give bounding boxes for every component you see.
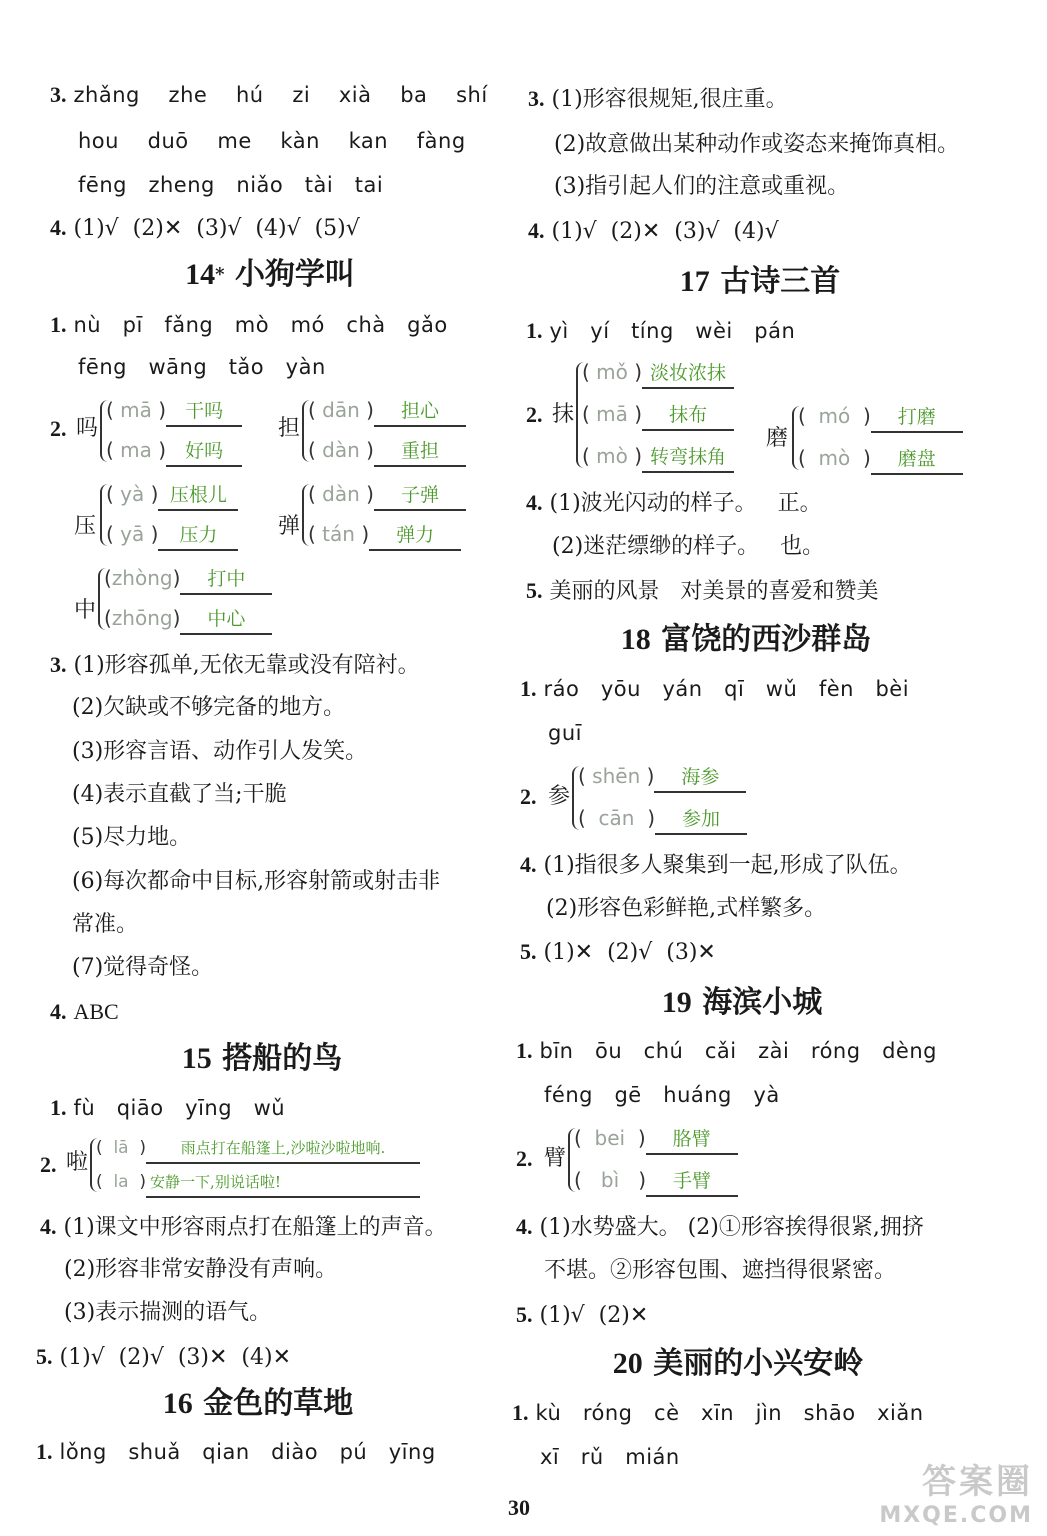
reading-row: ( cān ) 参加 [578, 804, 747, 835]
answer-text: ABC [73, 999, 119, 1024]
s17-q4-line1 [526, 488, 822, 519]
answer-word: 好吗 [166, 437, 242, 467]
left-q3-line3: fēng zheng niǎo tài tai [78, 173, 384, 197]
answer-sentence: 雨点打在船篷上,沙啦沙啦地响. [146, 1134, 420, 1164]
lesson-name: 金色的草地 [203, 1386, 354, 1421]
answer-word: 压根儿 [158, 481, 238, 511]
s14-q3-line5: (5)尽力地。 [72, 825, 192, 850]
reading-pinyin: mǒ [596, 360, 628, 384]
s18-q1-line1 [520, 674, 909, 705]
answer-text: (1)√ (2)√ (3)✕ (4)✕ [59, 1345, 292, 1370]
question-number: 4. [50, 215, 67, 240]
s16-q1-line1 [36, 1437, 436, 1468]
polyphone-char: 磨 [766, 426, 789, 451]
reading-pinyin: bì [600, 1168, 620, 1192]
answer-word: 重担 [374, 437, 466, 467]
answer-word: 参加 [655, 805, 747, 835]
question-number: 3. [50, 652, 67, 677]
answer-sentence: 安静一下,别说话啦! [146, 1168, 420, 1198]
watermark-line1: 答案圈 [922, 1462, 1033, 1502]
section-title-20 [508, 1344, 968, 1384]
lesson-name: 海滨小城 [702, 985, 823, 1020]
answer-word: 海参 [654, 763, 746, 793]
answer-text: (1)√ (2)✕ (3)√ (4)√ [551, 219, 779, 244]
right-q3-line3: (3)指引起人们的注意或重视。 [554, 174, 850, 199]
answer-word: 打中 [180, 565, 272, 595]
answer-word: 打磨 [871, 403, 963, 433]
answer-text: (1)形容很规矩,很庄重。 [551, 87, 788, 112]
answer-word: 压力 [158, 521, 238, 551]
s18-q5-line [520, 937, 716, 968]
reading-pinyin: zhōng [111, 606, 173, 630]
answer-word: 担心 [374, 397, 466, 427]
s17-q5-line [526, 576, 878, 607]
lesson-name: 美丽的小兴安岭 [653, 1346, 864, 1381]
s14-q3-line7: (7)觉得奇怪。 [72, 955, 214, 980]
reading-pinyin: shēn [592, 764, 641, 788]
star-mark: * [215, 264, 225, 285]
s15-q1-line1 [50, 1093, 285, 1124]
reading-pinyin: mā [596, 402, 628, 426]
watermark-logo [879, 1454, 1033, 1528]
lesson-number: 18 [620, 623, 651, 656]
reading-pinyin: mò [596, 444, 628, 468]
question-number: 4. [520, 852, 537, 877]
lesson-name: 富饶的西沙群岛 [661, 622, 872, 657]
answer-text: (1)波光闪动的样子。 正。 [549, 491, 822, 516]
s18-q4-line2: (2)形容色彩鲜艳,式样繁多。 [546, 896, 827, 921]
question-number: 1. [50, 1095, 67, 1120]
lesson-name: 搭船的鸟 [222, 1041, 343, 1076]
pinyin-text: ráo yōu yán qī wǔ fèn bèi [543, 677, 910, 701]
s17-q1-line1 [526, 316, 795, 347]
answer-word: 胳臂 [646, 1125, 738, 1155]
s14-q3-line3: (3)形容言语、动作引人发笑。 [72, 739, 368, 764]
s14-q2-number: 2. [50, 416, 67, 441]
s18-q1-line2: guī [548, 721, 582, 745]
s14-q4-line [50, 997, 119, 1028]
lesson-number: 15 [181, 1042, 212, 1075]
answer-word: 磨盘 [871, 445, 963, 475]
question-number: 3. [528, 86, 545, 111]
answer-word: 子弹 [374, 481, 466, 511]
reading-pinyin: mó [818, 404, 851, 428]
page-number: 30 [508, 1495, 530, 1520]
s18-q2-number: 2. [520, 784, 537, 809]
s20-q1-line2: xī rǔ mián [540, 1445, 680, 1469]
reading-row: ( mā ) 抹布 [582, 400, 734, 431]
question-number: 3. [50, 82, 67, 107]
pinyin-text: yì yí tíng wèi pán [549, 319, 796, 343]
answer-word: 中心 [180, 605, 272, 635]
s14-q1-line2: fēng wāng tǎo yàn [78, 355, 326, 379]
reading-row: (zhòng) 打中 [104, 564, 272, 595]
reading-row: ( mó ) 打磨 [798, 402, 963, 433]
answer-text: (1)形容孤单,无依无靠或没有陪衬。 [73, 653, 420, 678]
lesson-number: 16 [162, 1387, 193, 1420]
right-q3-line2: (2)故意做出某种动作或姿态来掩饰真相。 [554, 132, 960, 157]
answer-text: (1)√ (2)✕ (3)√ (4)√ (5)√ [73, 216, 360, 241]
s15-q2-number: 2. [40, 1152, 57, 1177]
reading-row: ( tán ) 弹力 [308, 520, 461, 551]
polyphone-char: 吗 [76, 416, 99, 441]
answer-text: (1)√ (2)✕ [539, 1303, 649, 1328]
reading-row: ( dàn ) 重担 [308, 436, 466, 467]
question-number: 4. [526, 490, 543, 515]
question-number: 1. [36, 1439, 53, 1464]
s19-q1-line1 [516, 1036, 937, 1067]
answer-text: (1)水势盛大。 (2)①形容挨得很紧,拥挤 [539, 1215, 924, 1240]
question-number: 1. [516, 1038, 533, 1063]
polyphone-char: 啦 [66, 1150, 89, 1175]
reading-pinyin: yà [120, 482, 145, 506]
question-number: 1. [512, 1400, 529, 1425]
reading-pinyin: mā [120, 398, 152, 422]
pinyin-text: kù róng cè xīn jìn shāo xiǎn [535, 1401, 924, 1425]
lesson-number: 14 [185, 258, 216, 291]
answer-text: 美丽的风景 对美景的喜爱和赞美 [549, 579, 879, 604]
reading-pinyin: la [113, 1172, 129, 1192]
right-q3-line1 [528, 84, 788, 115]
s14-q3-line2: (2)欠缺或不够完备的地方。 [72, 695, 346, 720]
lesson-name: 小狗学叫 [234, 257, 355, 292]
reading-pinyin: yā [120, 522, 145, 546]
reading-row: ( mǒ ) 淡妆浓抹 [582, 358, 734, 389]
reading-pinyin: ma [120, 438, 152, 462]
answer-word: 弹力 [369, 521, 461, 551]
polyphone-char: 压 [74, 514, 97, 539]
section-title-14 [40, 255, 500, 295]
reading-pinyin: dān [322, 398, 360, 422]
s14-q3-line6a: (6)每次都命中目标,形容射箭或射击非 [72, 869, 441, 894]
reading-row: ( lā ) 雨点打在船篷上,沙啦沙啦地响. [96, 1134, 420, 1164]
s18-q4-line1 [520, 850, 912, 881]
s15-q4-line1 [40, 1212, 447, 1243]
left-q3-line2: hou duō me kàn kan fàng [78, 129, 466, 153]
answer-text: (1)✕ (2)√ (3)✕ [543, 940, 716, 965]
reading-row: ( mò ) 磨盘 [798, 444, 963, 475]
polyphone-char: 弹 [278, 514, 301, 539]
answer-word: 淡妆浓抹 [642, 359, 734, 389]
reading-row: ( yà ) 压根儿 [106, 480, 238, 511]
pinyin-text: nù pī fǎng mò mó chà gǎo [73, 313, 448, 337]
section-title-15 [32, 1039, 492, 1079]
answer-word: 转弯抹角 [642, 443, 734, 473]
s17-q2-number: 2. [526, 402, 543, 427]
polyphone-char: 参 [548, 784, 571, 809]
s19-q5-line [516, 1300, 648, 1331]
lesson-number: 17 [679, 265, 710, 298]
reading-row: ( bì ) 手臂 [574, 1166, 738, 1197]
left-q4-line [50, 213, 360, 244]
reading-row: ( la ) 安静一下,别说话啦! [96, 1168, 420, 1198]
question-number: 5. [526, 578, 543, 603]
reading-row: ( yā ) 压力 [106, 520, 238, 551]
answer-text: (1)指很多人聚集到一起,形成了队伍。 [543, 853, 912, 878]
left-q3-line1 [50, 80, 488, 111]
question-number: 4. [528, 218, 545, 243]
question-number: 5. [36, 1344, 53, 1369]
reading-pinyin: bei [594, 1126, 626, 1150]
s15-q4-line2: (2)形容非常安静没有声响。 [64, 1257, 338, 1282]
s19-q2-number: 2. [516, 1146, 533, 1171]
s17-q4-line2: (2)迷茫缥缈的样子。 也。 [552, 534, 825, 559]
watermark-line2: MXQE.COM [879, 1503, 1033, 1528]
lesson-number: 19 [661, 986, 692, 1019]
question-number: 4. [50, 999, 67, 1024]
s14-q3-line6b: 常准。 [72, 912, 139, 937]
pinyin-text: lǒng shuǎ qian diào pú yīng [59, 1440, 436, 1464]
reading-pinyin: tán [322, 522, 355, 546]
polyphone-char: 中 [74, 598, 97, 623]
question-number: 1. [50, 312, 67, 337]
s20-q1-line1 [512, 1398, 924, 1429]
section-title-17 [530, 262, 990, 302]
section-title-18 [516, 620, 976, 660]
polyphone-char: 抹 [552, 402, 575, 427]
answer-word: 抹布 [642, 401, 734, 431]
polyphone-char: 担 [278, 416, 301, 441]
right-q4-line [528, 216, 779, 247]
reading-row: ( shēn ) 海参 [578, 762, 746, 793]
question-number: 1. [526, 318, 543, 343]
s15-q5-line [36, 1342, 291, 1373]
answer-word: 手臂 [646, 1167, 738, 1197]
s19-q1-line2: féng gē huáng yà [544, 1083, 780, 1107]
pinyin-text: zhǎng zhe hú zi xià ba shí [73, 83, 488, 107]
reading-pinyin: dàn [322, 438, 360, 462]
reading-row: ( mā ) 干吗 [106, 396, 242, 427]
reading-pinyin: mò [818, 446, 851, 470]
answer-text: (1)课文中形容雨点打在船篷上的声音。 [63, 1215, 447, 1240]
reading-pinyin: zhòng [111, 566, 173, 590]
reading-row: ( bei ) 胳臂 [574, 1124, 738, 1155]
s19-q4-line1 [516, 1212, 924, 1243]
lesson-name: 古诗三首 [720, 264, 841, 299]
s19-q4-line2: 不堪。②形容包围、遮挡得很紧密。 [544, 1258, 897, 1283]
reading-row: ( dàn ) 子弹 [308, 480, 466, 511]
reading-pinyin: lā [113, 1138, 129, 1158]
question-number: 5. [520, 939, 537, 964]
reading-pinyin: cān [598, 806, 635, 830]
s14-q3-line1 [50, 650, 420, 681]
section-title-19 [512, 983, 972, 1023]
s14-q3-line4: (4)表示直截了当;干脆 [72, 782, 287, 807]
pinyin-text: bīn ōu chú cǎi zài róng dèng [539, 1039, 937, 1063]
reading-row: ( mò ) 转弯抹角 [582, 442, 734, 473]
s15-q4-line3: (3)表示揣测的语气。 [64, 1300, 272, 1325]
answer-word: 干吗 [166, 397, 242, 427]
reading-row: (zhōng) 中心 [104, 604, 272, 635]
pinyin-text: fù qiāo yīng wǔ [73, 1096, 286, 1120]
s14-q1-line1 [50, 310, 448, 341]
question-number: 1. [520, 676, 537, 701]
question-number: 4. [516, 1214, 533, 1239]
reading-row: ( dān ) 担心 [308, 396, 466, 427]
section-title-16 [28, 1384, 488, 1424]
question-number: 5. [516, 1302, 533, 1327]
lesson-number: 20 [612, 1347, 643, 1380]
polyphone-char: 臂 [544, 1146, 567, 1171]
reading-pinyin: dàn [322, 482, 360, 506]
reading-row: ( ma ) 好吗 [106, 436, 242, 467]
question-number: 4. [40, 1214, 57, 1239]
